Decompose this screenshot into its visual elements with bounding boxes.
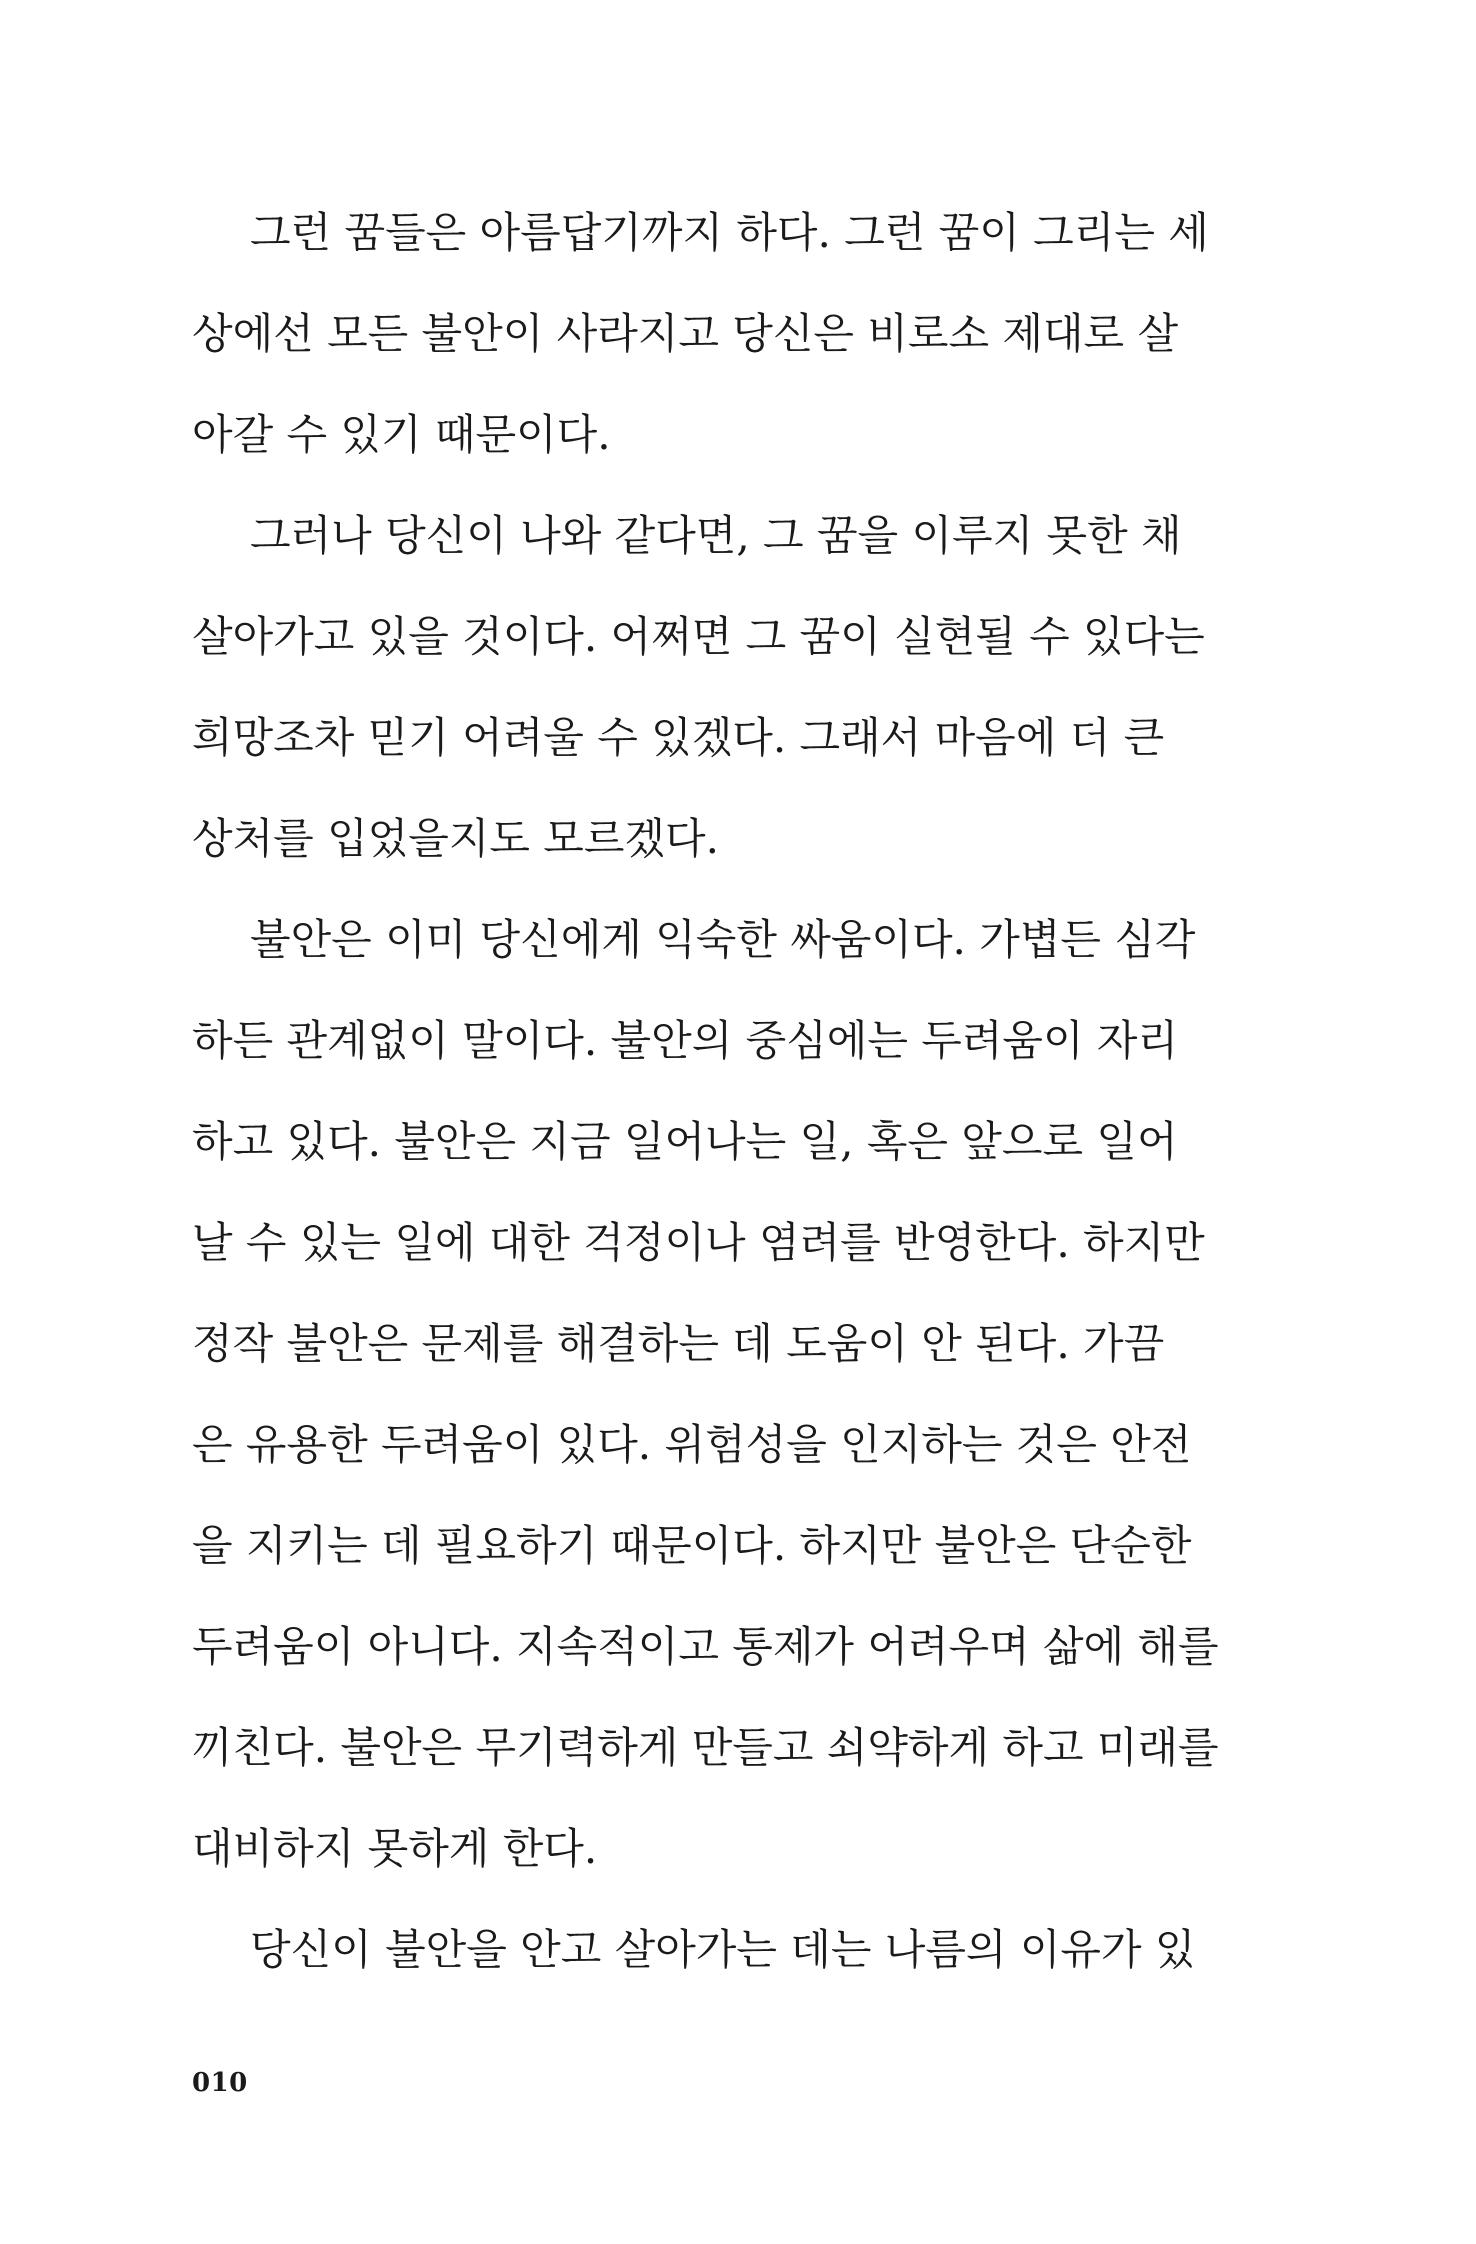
text-line: 대비하지 못하게 한다. bbox=[192, 1824, 598, 1873]
text-line: 정작 불안은 문제를 해결하는 데 도움이 안 된다. 가끔 bbox=[192, 1319, 1165, 1368]
text-line: 그러나 당신이 나와 같다면, 그 꿈을 이루지 못한 채 bbox=[250, 511, 1182, 560]
text-line: 당신이 불안을 안고 살아가는 데는 나름의 이유가 있 bbox=[250, 1925, 1196, 1974]
text-line: 하고 있다. 불안은 지금 일어나는 일, 혹은 앞으로 일어 bbox=[192, 1117, 1178, 1166]
text-line: 날 수 있는 일에 대한 걱정이나 염려를 반영한다. 하지만 bbox=[192, 1218, 1205, 1267]
body-text bbox=[192, 205, 1219, 2023]
text-line: 을 지키는 데 필요하기 때문이다. 하지만 불안은 단순한 bbox=[192, 1521, 1192, 1570]
text-line: 두려움이 아니다. 지속적이고 통제가 어려우며 삶에 해를 bbox=[192, 1622, 1219, 1671]
text-line: 그런 꿈들은 아름답기까지 하다. 그런 꿈이 그리는 세 bbox=[250, 208, 1209, 257]
text-line: 살아가고 있을 것이다. 어쩌면 그 꿈이 실현될 수 있다는 bbox=[192, 612, 1205, 661]
page-number: 010 bbox=[192, 2068, 248, 2098]
text-line: 은 유용한 두려움이 있다. 위험성을 인지하는 것은 안전 bbox=[192, 1420, 1192, 1469]
text-line: 아갈 수 있기 때문이다. bbox=[192, 410, 611, 459]
text-line: 하든 관계없이 말이다. 불안의 중심에는 두려움이 자리 bbox=[192, 1016, 1179, 1065]
text-line: 희망조차 믿기 어려울 수 있겠다. 그래서 마음에 더 큰 bbox=[192, 713, 1165, 762]
text-line: 상처를 입었을지도 모르겠다. bbox=[192, 814, 719, 863]
text-line: 끼친다. 불안은 무기력하게 만들고 쇠약하게 하고 미래를 bbox=[192, 1723, 1219, 1772]
text-line: 불안은 이미 당신에게 익숙한 싸움이다. 가볍든 심각 bbox=[250, 915, 1196, 964]
text-line: 상에선 모든 불안이 사라지고 당신은 비로소 제대로 살 bbox=[192, 309, 1179, 358]
